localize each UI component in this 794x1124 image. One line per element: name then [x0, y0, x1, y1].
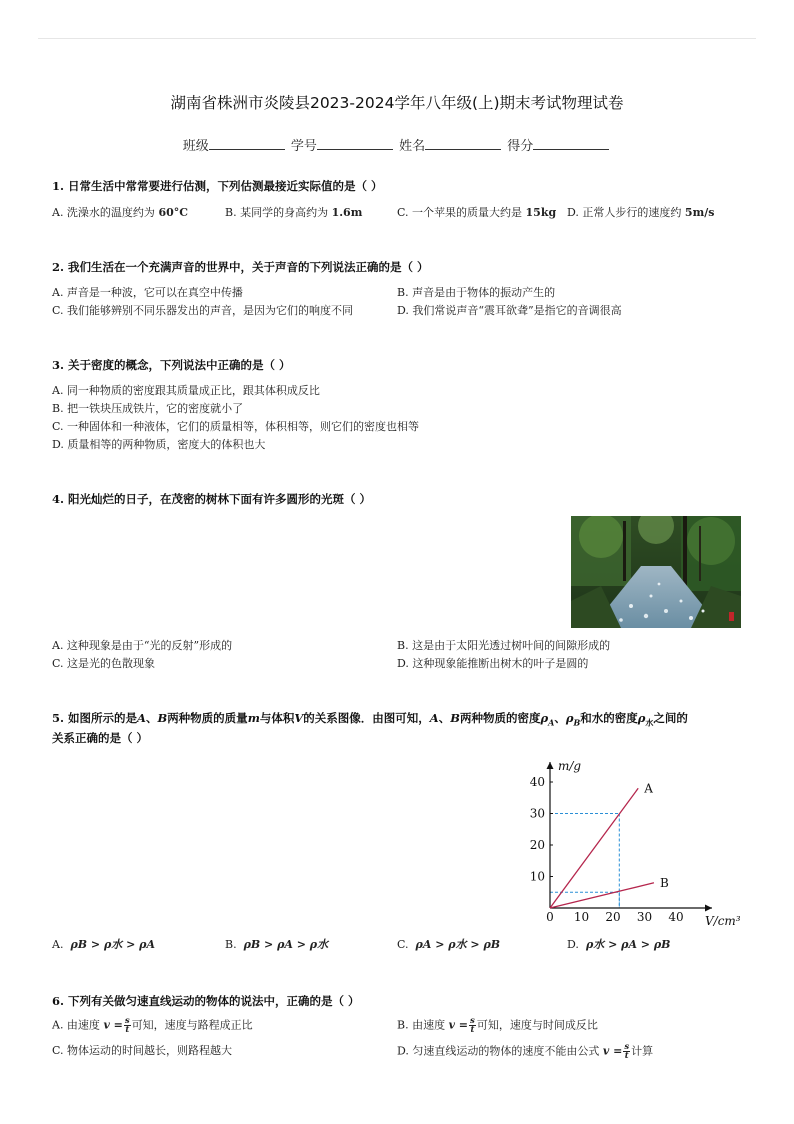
- question-5-stem-line-2: 关系正确的是（ ）: [52, 731, 149, 745]
- question-4-option-d[interactable]: D. 这种现象能推断出树木的叶子是圆的: [397, 657, 589, 670]
- class-label: 班级: [182, 139, 209, 154]
- class-field[interactable]: [209, 137, 285, 150]
- question-4-option-c[interactable]: C. 这是光的色散现象: [52, 657, 156, 670]
- question-5-option-b[interactable]: B. ρB > ρA > ρ水: [225, 938, 329, 951]
- question-4-stem: 4. 阳光灿烂的日子，在茂密的树林下面有许多圆形的光斑（ ）: [52, 492, 372, 506]
- series-label-A: A: [644, 781, 653, 796]
- question-1-option-a[interactable]: A. 洗澡水的温度约为 60°C: [52, 206, 188, 219]
- student-info-line: [0, 135, 794, 154]
- question-1-option-c[interactable]: C. 一个苹果的质量大约是 15kg: [397, 206, 557, 219]
- forest-path-photo: [571, 516, 741, 628]
- x-tick-label-40: 40: [668, 910, 684, 924]
- question-1-option-d[interactable]: D. 正常人步行的速度约 5m/s: [567, 206, 715, 219]
- series-label-B: B: [659, 875, 669, 890]
- number-label: 学号: [290, 139, 317, 154]
- score-field[interactable]: [533, 137, 609, 150]
- mass-volume-chart: [500, 750, 760, 934]
- question-6-option-b[interactable]: B. 由速度 v = $\frac{s}{t}$ 可知，速度与时间成反比: [397, 1016, 598, 1035]
- question-4-option-b[interactable]: B. 这是由于太阳光透过树叶间的间隙形成的: [397, 639, 611, 652]
- question-6-option-c[interactable]: C. 物体运动的时间越长，则路程越大: [52, 1044, 233, 1057]
- question-3-option-d[interactable]: D. 质量相等的两种物质，密度大的体积也大: [52, 438, 266, 451]
- x-tick-label-10: 10: [573, 910, 590, 924]
- y-tick-label-10: 10: [529, 869, 545, 884]
- y-tick-label-30: 30: [529, 806, 545, 821]
- number-field[interactable]: [317, 137, 393, 150]
- y-axis-label: m/g: [558, 759, 582, 773]
- name-field[interactable]: [425, 137, 501, 150]
- x-tick-label-0: 0: [546, 910, 554, 924]
- question-2-stem: 2. 我们生活在一个充满声音的世界中，关于声音的下列说法正确的是（ ）: [52, 260, 429, 274]
- question-1-stem: 1. 日常生活中常常要进行估测，下列估测最接近实际值的是（ ）: [52, 179, 383, 193]
- question-5-option-d[interactable]: D. ρ水 > ρA > ρB: [567, 938, 671, 951]
- question-3-option-c[interactable]: C. 一种固体和一种液体，它们的质量相等，体积相等，则它们的密度也相等: [52, 420, 420, 433]
- question-2-option-a[interactable]: A. 声音是一种波，它可以在真空中传播: [52, 286, 243, 299]
- question-5-option-a[interactable]: A. ρB > ρ水 > ρA: [52, 938, 155, 951]
- question-2-option-c[interactable]: C. 我们能够辨别不同乐器发出的声音，是因为它们的响度不同: [52, 304, 354, 317]
- question-5-stem: 5. 如图所示的是A、B两种物质的质量m与体积V的关系图像．由图可知，A、B两种物质的密度$\rho_A$、$\rho_B$和水的密度$\rho_水$之间的: [52, 711, 688, 728]
- question-6-option-d[interactable]: D. 匀速直线运动的物体的速度不能由公式 v = $\frac{s}{t}$ 计算: [397, 1042, 654, 1061]
- question-6-option-a[interactable]: A. 由速度 v = $\frac{s}{t}$ 可知，速度与路程成正比: [52, 1016, 253, 1035]
- question-3-option-a[interactable]: A. 同一种物质的密度跟其质量成正比，跟其体积成反比: [52, 384, 320, 397]
- question-4-option-a[interactable]: A. 这种现象是由于“光的反射”形成的: [52, 639, 233, 652]
- question-1-option-b[interactable]: B. 某同学的身高约为 1.6m: [225, 206, 363, 219]
- question-3-option-b[interactable]: B. 把一铁块压成铁片，它的密度就小了: [52, 402, 244, 415]
- question-5-option-c[interactable]: C. ρA > ρ水 > ρB: [397, 938, 501, 951]
- score-label: 得分: [507, 139, 534, 154]
- x-tick-label-20: 20: [605, 910, 621, 924]
- question-6-stem: 6. 下列有关做匀速直线运动的物体的说法中，正确的是（ ）: [52, 994, 360, 1008]
- x-tick-label-30: 30: [636, 910, 653, 924]
- mass-volume-svg: [500, 750, 760, 930]
- question-2-option-d[interactable]: D. 我们常说声音“震耳欲聋”是指它的音调很高: [397, 304, 622, 317]
- page-title: 湖南省株洲市炎陵县2023-2024学年八年级(上)期末考试物理试卷: [170, 94, 624, 112]
- question-3-stem: 3. 关于密度的概念，下列说法中正确的是（ ）: [52, 358, 291, 372]
- y-tick-label-20: 20: [529, 838, 545, 852]
- x-axis-label: V/cm³: [705, 914, 741, 928]
- y-tick-label-40: 40: [529, 775, 545, 789]
- question-2-option-b[interactable]: B. 声音是由于物体的振动产生的: [397, 286, 556, 299]
- name-label: 姓名: [399, 139, 426, 154]
- header-rule: [38, 38, 756, 39]
